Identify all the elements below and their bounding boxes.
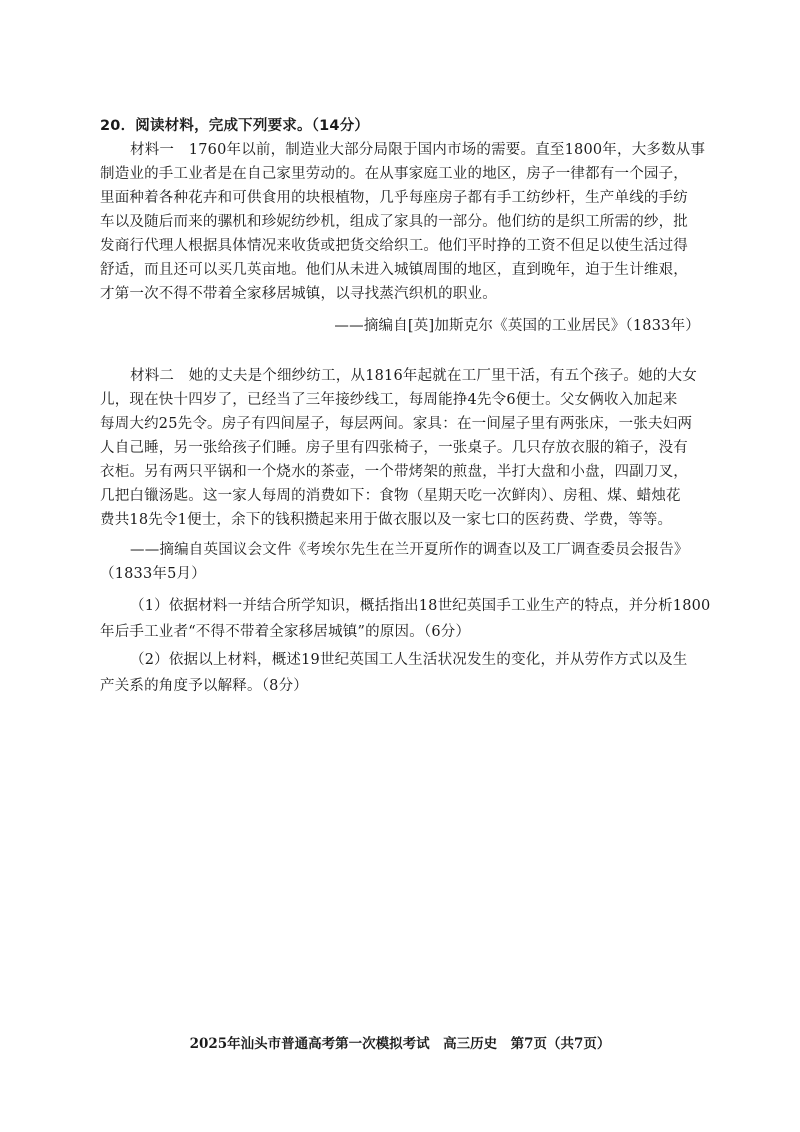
material-two-line: 费共18先令1便士，余下的钱积攒起来用于做衣服以及一家七口的医药费、学费，等等。 [100, 512, 673, 528]
material-one-source: ——摘编自[英]加斯克尔《英国的工业居民》（1833年） [334, 318, 700, 334]
material-one-line: 材料一 1760年以前，制造业大部分局限于国内市场的需要。直至1800年，大多数从事 [130, 142, 706, 158]
material-two-line: 衣柜。另有两只平锅和一个烧水的茶壶，一个带烤架的煎盘，半打大盘和小盘，四副刀叉， [100, 464, 688, 480]
sub-question-two-line: 产关系的角度予以解释。（8分） [100, 678, 308, 694]
material-two-source-date: （1833年5月） [100, 566, 206, 582]
material-one-line: 里面种着各种花卉和可供食用的块根植物，几乎每座房子都有手工纺纱杆，生产单线的手纺 [100, 190, 688, 206]
material-one-line: 车以及随后而来的骡机和珍妮纺纱机，组成了家具的一部分。他们纺的是织工所需的纱，批 [100, 214, 688, 230]
page-footer: 2025年汕头市普通高考第一次模拟考试 高三历史 第7页（共7页） [189, 1036, 611, 1052]
material-one-line: 舒适，而且还可以买几英亩地。他们从未进入城镇周围的地区，直到晚年，迫于生计维艰， [100, 262, 688, 278]
material-one-line: 才第一次不得不带着全家移居城镇，以寻找蒸汽织机的职业。 [100, 286, 497, 302]
sub-question-one-line: （1）依据材料一并结合所学知识，概括指出18世纪英国手工业生产的特点，并分析1800 [130, 598, 711, 614]
sub-question-one-line: 年后手工业者“不得不带着全家移居城镇”的原因。（6分） [100, 624, 471, 640]
question-title: 20．阅读材料，完成下列要求。（14分） [100, 118, 370, 134]
material-two-line: 儿，现在快十四岁了，已经当了三年接纱线工，每周能挣4先令6便士。父女俩收入加起来 [100, 392, 678, 408]
sub-question-two-line: （2）依据以上材料，概述19世纪英国工人生活状况发生的变化，并从劳作方式以及生 [130, 652, 688, 668]
material-two-line: 人自己睡，另一张给孩子们睡。房子里有四张椅子，一张桌子。几只存放衣服的箱子，没有 [100, 440, 688, 456]
material-two-line: 几把白镴汤匙。这一家人每周的消费如下：食物（星期天吃一次鲜肉）、房租、煤、蜡烛花 [100, 488, 681, 504]
material-two-line: 材料二 她的丈夫是个细纱纺工，从1816年起就在工厂里干活，有五个孩子。她的大女 [130, 368, 697, 384]
material-one-line: 制造业的手工业者是在自己家里劳动的。在从事家庭工业的地区，房子一律都有一个园子， [100, 166, 688, 182]
material-one-line: 发商行代理人根据具体情况来收货或把货交给织工。他们平时挣的工资不但足以使生活过得 [100, 238, 688, 254]
material-two-source: ——摘编自英国议会文件《考埃尔先生在兰开夏所作的调查以及工厂调查委员会报告》 [130, 542, 689, 558]
material-two-line: 每周大约25先令。房子有四间屋子，每层两间。家具：在一间屋子里有两张床，一张夫妇两 [100, 416, 693, 432]
